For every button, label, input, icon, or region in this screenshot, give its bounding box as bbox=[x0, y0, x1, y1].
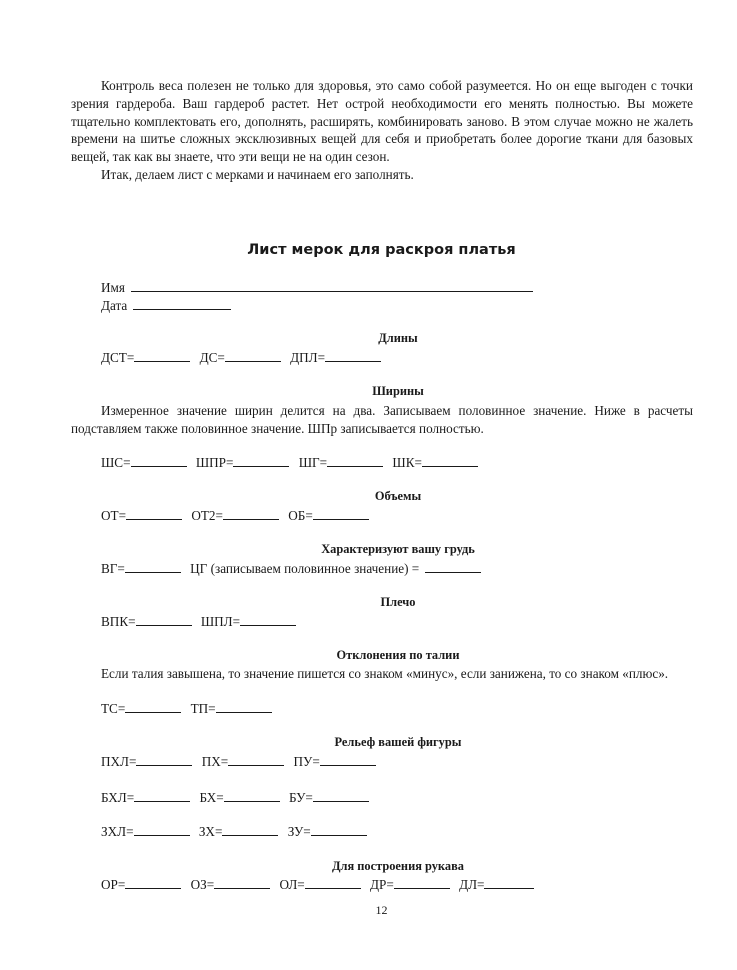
name-label: Имя bbox=[101, 280, 125, 295]
dpl-blank[interactable] bbox=[325, 349, 381, 362]
shpl-label: ШПЛ= bbox=[200, 614, 241, 629]
ob-label: ОБ= bbox=[288, 508, 313, 523]
bh-label: БХ= bbox=[199, 790, 224, 805]
ob-blank[interactable] bbox=[313, 507, 369, 520]
ot-label: ОТ= bbox=[101, 508, 127, 523]
intro-paragraph-1: Контроль веса полезен не только для здоровья, это само собой разумеется. Но он еще выгоден с точки зрения гардероба. Ваш гардероб растет. Нет острой необходимости его менять полностью. Вы можете тщательно комплектовать его, дополнять, расширять, комбинировать заново. В этом случае можно не жалеть времени на шитье сложных эксклюзивных вещей для себя и приобретать более дорогие ткани для базовых вещей, так как вы знаете, что эти вещи не на один сезон. bbox=[71, 78, 693, 165]
shpl-blank[interactable] bbox=[240, 613, 296, 626]
intro-paragraph-2: Итак, делаем лист с мерками и начинаем его заполнять. bbox=[101, 166, 414, 182]
ol-label: ОЛ= bbox=[279, 877, 305, 892]
pu-label: ПУ= bbox=[293, 754, 320, 769]
name-field bbox=[101, 279, 533, 297]
volumes-row bbox=[101, 507, 369, 525]
sheet-title: Лист мерок для раскроя платья bbox=[247, 242, 516, 258]
sleeve-row bbox=[101, 876, 534, 894]
shpr-label: ШПР= bbox=[195, 455, 234, 470]
relief-row-2 bbox=[101, 789, 369, 807]
vg-label: ВГ= bbox=[101, 561, 125, 576]
zu-label: ЗУ= bbox=[287, 824, 311, 839]
lengths-heading: Длины bbox=[378, 331, 418, 345]
bu-label: БУ= bbox=[288, 790, 313, 805]
bhl-label: БХЛ= bbox=[101, 790, 135, 805]
intro-text bbox=[71, 77, 693, 184]
relief-heading: Рельеф вашей фигуры bbox=[334, 735, 462, 749]
ts-blank[interactable] bbox=[125, 700, 181, 713]
name-blank[interactable] bbox=[131, 279, 533, 292]
chest-row bbox=[101, 560, 481, 578]
ph-label: ПХ= bbox=[201, 754, 229, 769]
waist-row bbox=[101, 700, 272, 718]
oz-label: ОЗ= bbox=[190, 877, 215, 892]
ol-blank[interactable] bbox=[305, 876, 361, 889]
shk-label: ШК= bbox=[392, 455, 422, 470]
shg-label: ШГ= bbox=[298, 455, 328, 470]
shg-blank[interactable] bbox=[327, 454, 383, 467]
date-label: Дата bbox=[101, 298, 128, 313]
date-field bbox=[101, 297, 231, 315]
sleeve-heading: Для построения рукава bbox=[332, 859, 464, 873]
shpr-blank[interactable] bbox=[233, 454, 289, 467]
vg-blank[interactable] bbox=[125, 560, 181, 573]
zhl-label: ЗХЛ= bbox=[101, 824, 134, 839]
dl-blank[interactable] bbox=[484, 876, 534, 889]
zu-blank[interactable] bbox=[311, 823, 367, 836]
dpl-label: ДПЛ= bbox=[290, 350, 326, 365]
widths-note bbox=[71, 402, 693, 438]
ds-blank[interactable] bbox=[225, 349, 281, 362]
tp-label: ТП= bbox=[190, 701, 216, 716]
volumes-heading: Объемы bbox=[374, 489, 422, 503]
vpk-blank[interactable] bbox=[136, 613, 192, 626]
dst-label: ДСТ= bbox=[101, 350, 135, 365]
phl-label: ПХЛ= bbox=[101, 754, 137, 769]
chest-heading: Характеризуют вашу грудь bbox=[321, 542, 475, 556]
lengths-row bbox=[101, 349, 381, 367]
oz-blank[interactable] bbox=[214, 876, 270, 889]
widths-note-text: Измеренное значение ширин делится на два. Записываем половинное значение. Ниже в расчеты подставляем также половинное значение. ШПр записывается полностью. bbox=[71, 403, 693, 436]
bu-blank[interactable] bbox=[313, 789, 369, 802]
waist-note bbox=[71, 665, 693, 683]
waist-note-text: Если талия завышена, то значение пишется со знаком «минус», если занижена, то со знаком «плюс». bbox=[101, 666, 669, 681]
ds-label: ДС= bbox=[199, 350, 225, 365]
zh-label: ЗХ= bbox=[198, 824, 223, 839]
bhl-blank[interactable] bbox=[134, 789, 190, 802]
ts-label: ТС= bbox=[101, 701, 126, 716]
cg-blank[interactable] bbox=[425, 560, 481, 573]
dr-label: ДР= bbox=[370, 877, 394, 892]
ot2-blank[interactable] bbox=[223, 507, 279, 520]
tp-blank[interactable] bbox=[216, 700, 272, 713]
relief-row-1 bbox=[101, 753, 376, 771]
shoulder-row bbox=[101, 613, 296, 631]
relief-row-3 bbox=[101, 823, 367, 841]
shoulder-heading: Плечо bbox=[380, 595, 416, 609]
shs-label: ШС= bbox=[101, 455, 131, 470]
dst-blank[interactable] bbox=[134, 349, 190, 362]
or-label: ОР= bbox=[101, 877, 126, 892]
or-blank[interactable] bbox=[125, 876, 181, 889]
bh-blank[interactable] bbox=[224, 789, 280, 802]
widths-row bbox=[101, 454, 478, 472]
phl-blank[interactable] bbox=[136, 753, 192, 766]
page-number: 12 bbox=[375, 903, 388, 917]
ot-blank[interactable] bbox=[126, 507, 182, 520]
shk-blank[interactable] bbox=[422, 454, 478, 467]
dl-label: ДЛ= bbox=[459, 877, 485, 892]
ph-blank[interactable] bbox=[228, 753, 284, 766]
dr-blank[interactable] bbox=[394, 876, 450, 889]
cg-label: ЦГ (записываем половинное значение) = bbox=[190, 561, 420, 576]
ot2-label: ОТ2= bbox=[191, 508, 223, 523]
date-blank[interactable] bbox=[133, 297, 231, 310]
waist-heading: Отклонения по талии bbox=[336, 648, 460, 662]
shs-blank[interactable] bbox=[131, 454, 187, 467]
vpk-label: ВПК= bbox=[101, 614, 136, 629]
widths-heading: Ширины bbox=[372, 384, 424, 398]
zhl-blank[interactable] bbox=[134, 823, 190, 836]
pu-blank[interactable] bbox=[320, 753, 376, 766]
zh-blank[interactable] bbox=[222, 823, 278, 836]
